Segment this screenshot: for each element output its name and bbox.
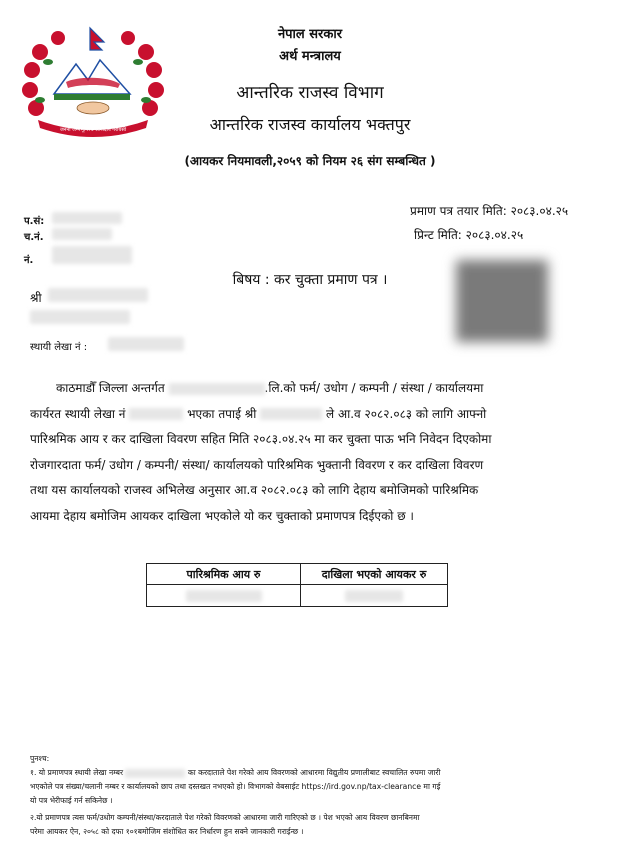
body-text: .लि.को फर्म/ उधोग / कम्पनी / संस्था / कार्यालयमा xyxy=(264,381,484,395)
pan-label: स्थायी लेखा नं : xyxy=(30,342,88,353)
ministry-name: अर्थ मन्त्रालय xyxy=(279,49,341,64)
ps-value-redacted xyxy=(52,212,122,224)
footnote-1 xyxy=(30,766,600,779)
body-text: कार्यरत स्थायी लेखा नं xyxy=(30,406,130,421)
table-header-row xyxy=(147,564,448,585)
pan-redacted xyxy=(129,408,183,420)
rule-reference: (आयकर नियमावली,२०५९ को नियम २६ संग सम्बन्धित ) xyxy=(184,154,436,168)
table-row xyxy=(147,585,448,607)
col-remuneration-income: पारिश्रमिक आय रु xyxy=(147,564,301,585)
footnote-2-cont: परेमा आयकर ऐन, २०५८ को दफा १०१बमोजिम संशोधित कर निर्धारण हुन सक्ने जानकारी गराईन्छ । xyxy=(30,827,304,836)
col-tax-paid: दाखिला भएको आयकर रु xyxy=(301,564,448,585)
department-name: आन्तरिक राजस्व विभाग xyxy=(236,83,384,103)
certificate-issued-date: प्रमाण पत्र तयार मिति: २०८३.०४.२५ xyxy=(410,204,569,218)
chno-label: च.नं. xyxy=(24,232,44,243)
certificate-body xyxy=(30,376,590,529)
recipient-address-redacted xyxy=(30,310,130,324)
footnote-pan-redacted xyxy=(125,769,185,778)
footnote-2: २.यो प्रमाणपत्र त्यस फर्म/उधोग कम्पनी/संस्था/करदाताले पेश गरेको विवरणको आधारमा जारी गारिएको छ । पेश भएको आय विवरण छानबिनमा xyxy=(30,813,420,822)
body-text: आयमा देहाय बमोजिम आयकर दाखिला भएकोले यो कर चुक्ताको प्रमाणपत्र दिईएको छ । xyxy=(30,508,414,523)
body-text: रोजगारदाता फर्म/ उधोग / कम्पनी/ संस्था/ कार्यालयको पारिश्रमिक भुक्तानी विवरण र कर दाखिला विवरण xyxy=(30,457,484,472)
body-text: तथा यस कार्यालयको राजस्व अभिलेख अनुसार आ.व २०८२.०८३ को लागि देहाय बमोजिमको पारिश्रमिक xyxy=(30,483,479,497)
footnote-title: पुनश्च: xyxy=(30,754,50,763)
footnote-text: १. यो प्रमाणपत्र स्थायी लेखा नम्बर xyxy=(30,768,126,777)
recipient-shri: श्री xyxy=(30,291,42,305)
body-text: काठमाडौँ जिल्ला अन्तर्गत xyxy=(56,381,169,395)
no-value-redacted xyxy=(52,246,132,264)
print-date: प्रिन्ट मिति: २०८३.०४.२५ xyxy=(414,228,524,242)
ps-label: प.सं: xyxy=(24,216,45,227)
tax-cell xyxy=(301,585,448,607)
taxpayer-name-redacted xyxy=(260,408,322,420)
subject-line: बिषय : कर चुक्ता प्रमाण पत्र । xyxy=(232,272,388,288)
body-text: पारिश्रमिक आय र कर दाखिला विवरण सहित मिति २०८३.०४.२५ मा कर चुक्ता पाऊ भनि निवेदन दिएकोमा xyxy=(30,432,492,446)
company-name-redacted xyxy=(169,383,265,395)
footnote-1-cont: भएकोले पत्र संख्या/चलानी नम्बर र कार्यालयको छाप तथा दस्तखत नभएको हो। विभागको वेबसाईट https://ird.gov.np/tax-clearance मा गई xyxy=(30,782,441,791)
footnote-1-end: यो पत्र भेरीफाई गर्न सकिनेछ । xyxy=(30,796,113,805)
body-text: ले आ.व २०८२.०८३ को लागि आफ्नो xyxy=(322,406,487,421)
body-text: भएका तपाई श्री xyxy=(183,406,261,421)
office-name: आन्तरिक राजस्व कार्यालय भक्तपुर xyxy=(209,115,411,134)
government-name: नेपाल सरकार xyxy=(277,27,343,42)
chno-value-redacted xyxy=(52,228,112,240)
income-cell xyxy=(147,585,301,607)
emblem-motto: जननी जन्मभूमिश्च स्वर्गादपि गरीयसी xyxy=(59,127,127,133)
pan-value-redacted xyxy=(108,337,184,351)
footnote-text: का करदाताले पेश गरेको आय विवरणको आधारमा विद्युतीय प्रणालीबाट स्वचालित रुपमा जारी xyxy=(185,768,441,777)
no-label: नं. xyxy=(24,255,34,266)
tax-table xyxy=(146,563,448,607)
recipient-name-redacted xyxy=(48,288,148,302)
